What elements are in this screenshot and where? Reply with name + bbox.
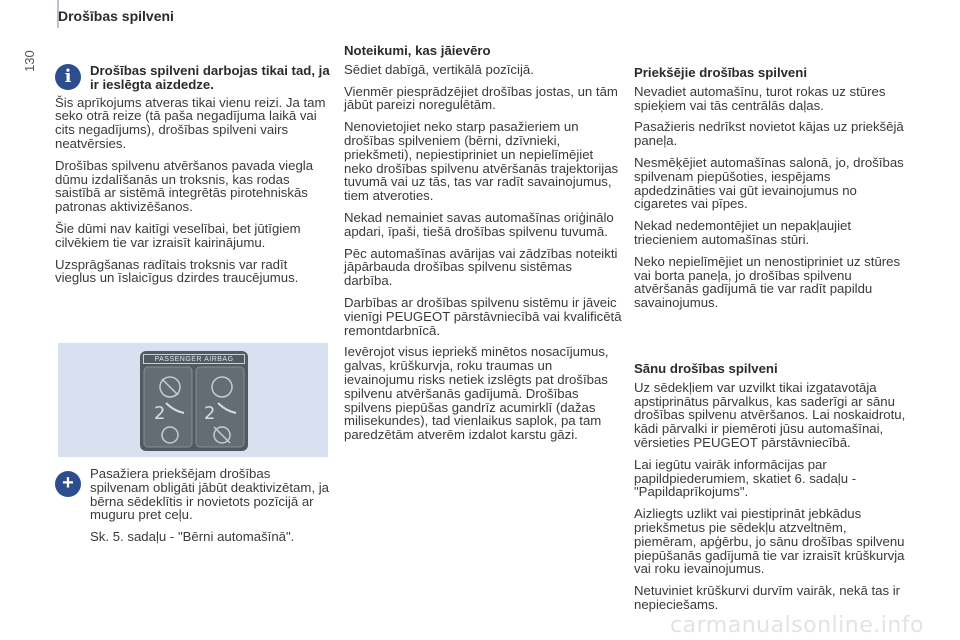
- front-paragraph: Pasažieris nedrīkst novietot kājas uz priekšējā paneļa.: [634, 119, 904, 149]
- rules-paragraph: Darbības ar drošības spilvenu sistēmu ir jāveic vienīgi PEUGEOT pārstāvniecībā vai kvalificētā remontdarbnīcā.: [344, 294, 622, 338]
- info-box-body: [55, 96, 330, 286]
- front-paragraph: Nesmēķējiet automašīnas salonā, jo, drošības spilvenam piepūšoties, iespējams apdedzināties vai gūt ievainojumus no cigaretes vai pīpes.: [634, 154, 904, 212]
- info-box-title: Drošības spilveni darbojas tikai tad, ja ir ieslēgta aizdedze.: [90, 63, 330, 92]
- front-paragraph: Nekad nedemontējiet un nepakļaujiet triecieniem automašīnas stūri.: [634, 218, 852, 247]
- note-paragraph: Sk. 5. sadaļu - "Bērni automašīnā".: [90, 529, 295, 545]
- info-paragraph: Šis aprīkojums atveras tikai vienu reizi. Ja tam seko otrā reize (tā paša negadījuma laikā vai cits negadījums), drošības spilveni vairs neatvērsies.: [55, 94, 326, 151]
- side-paragraph: Netuviniet krūškurvi durvīm vairāk, nekā tas ir nepieciešams.: [634, 583, 901, 612]
- info-box: [55, 64, 330, 293]
- note-body: [90, 467, 330, 544]
- note-box: [55, 467, 330, 552]
- passenger-airbag-switch-image: [140, 351, 248, 451]
- front-paragraph: Neko nepielīmējiet un nenostipriniet uz stūres vai borta paneļa, jo drošības spilvenu atvēršanās gadījumā tie var radīt papildu savainojumus.: [634, 253, 901, 311]
- rules-heading: Noteikumi, kas jāievēro: [344, 43, 491, 58]
- airbag-switch-drawing: [140, 351, 248, 451]
- rules-paragraph: Ievērojot visus iepriekš minētos nosacījumus, galvas, krūškurvja, roku traumas un ievainojumu risks netiek izslēgts pat drošības spilvenu atvēršanās gadījumā. Drošības spilvens piepūšas gandrīz acumirklī (dažas milisekundes), tad vienlaikus saplok, pa tam paredzētām atverēm izdalot karstu gāzi.: [344, 344, 609, 443]
- watermark: carmanualsonline.info: [670, 613, 924, 638]
- rules-paragraph: Vienmēr piesprādzējiet drošības jostas, un tām jābūt pareizi noregulētām.: [344, 83, 618, 113]
- airbag-types-column: [634, 66, 906, 620]
- page-title: Drošības spilveni: [58, 8, 174, 24]
- note-paragraph: Pasažiera priekšējam drošības spilvenam obligāti jābūt deaktivizētam, ja bērna sēdeklītis ir novietots pozīcijā ar muguru pret ceļu.: [90, 466, 329, 523]
- plus-icon: +: [55, 471, 81, 497]
- side-paragraph: Aizliegts uzlikt vai piestiprināt jebkādus priekšmetus pie sēdekļu atzveltnēm, piemēram, apģērbu, jo sānu drošības spilvenu piepūšanās gadījumā tie var izraisīt krūškurvja vai roku ievainojumus.: [634, 506, 905, 577]
- rules-paragraph: Sēdiet dabīgā, vertikālā pozīcijā.: [344, 61, 534, 77]
- side-airbags-heading: Sānu drošības spilveni: [634, 360, 778, 376]
- page-number: 130: [22, 50, 37, 72]
- airbag-label: PASSENGER AIRBAG: [143, 354, 245, 364]
- info-paragraph: Drošības spilvenu atvēršanos pavada viegla dūmu izdalīšanās un troksnis, kas rodas saistībā ar sistēmā integrētās pirotehniskās patronas aktivizēšanos.: [55, 157, 314, 215]
- rules-paragraph: Pēc automašīnas avārijas vai zādzības noteikti jāpārbauda drošības spilvenu sistēmas darbība.: [344, 245, 618, 289]
- info-paragraph: Uzsprāgšanas radītais troksnis var radīt vieglus un īslaicīgus dzirdes traucējumus.: [55, 256, 299, 286]
- rules-column: [344, 44, 622, 450]
- svg-text:2: 2: [204, 403, 216, 424]
- front-paragraph: Nevadiet automašīnu, turot rokas uz stūres spieķiem vai tās centrālās daļas.: [634, 83, 886, 113]
- airbag-illustration-panel: [58, 343, 328, 457]
- side-paragraph: Lai iegūtu vairāk informācijas par papildpiederumiem, skatiet 6. sadaļu - "Papildaprīkojums".: [634, 456, 857, 500]
- section-spacer: [634, 318, 906, 362]
- svg-text:2: 2: [154, 403, 166, 424]
- info-icon: i: [55, 64, 81, 90]
- rules-paragraph: Nekad nemainiet savas automašīnas oriģinālo apdari, īpaši, tiešā drošības spilvenu tuvumā.: [344, 209, 614, 239]
- front-airbags-heading: Priekšējie drošības spilveni: [634, 65, 807, 80]
- info-paragraph: Šie dūmi nav kaitīgi veselībai, bet jūtīgiem cilvēkiem tie var izraisīt kairinājumu.: [55, 220, 301, 250]
- rules-paragraph: Nenovietojiet neko starp pasažieriem un drošības spilveniem (bērni, dzīvnieki, priekšmeti), nepiestipriniet un nepielīmējiet neko drošības spilvenu atvēršanās trajektorijas tuvumā vai uz tās, tas var radīt savainojumus, tiem atveroties.: [344, 119, 619, 204]
- side-paragraph: Uz sēdekļiem var uzvilkt tikai izgatavotāja apstiprinātus pārvalkus, kas saderīgi ar sānu drošības spilvenu atvēršanos. Lai noskaidrotu, kādi pārvalki ir piemēroti jūsu automašīnai, vērsieties PEUGEOT pārstāvniecībā.: [634, 379, 906, 450]
